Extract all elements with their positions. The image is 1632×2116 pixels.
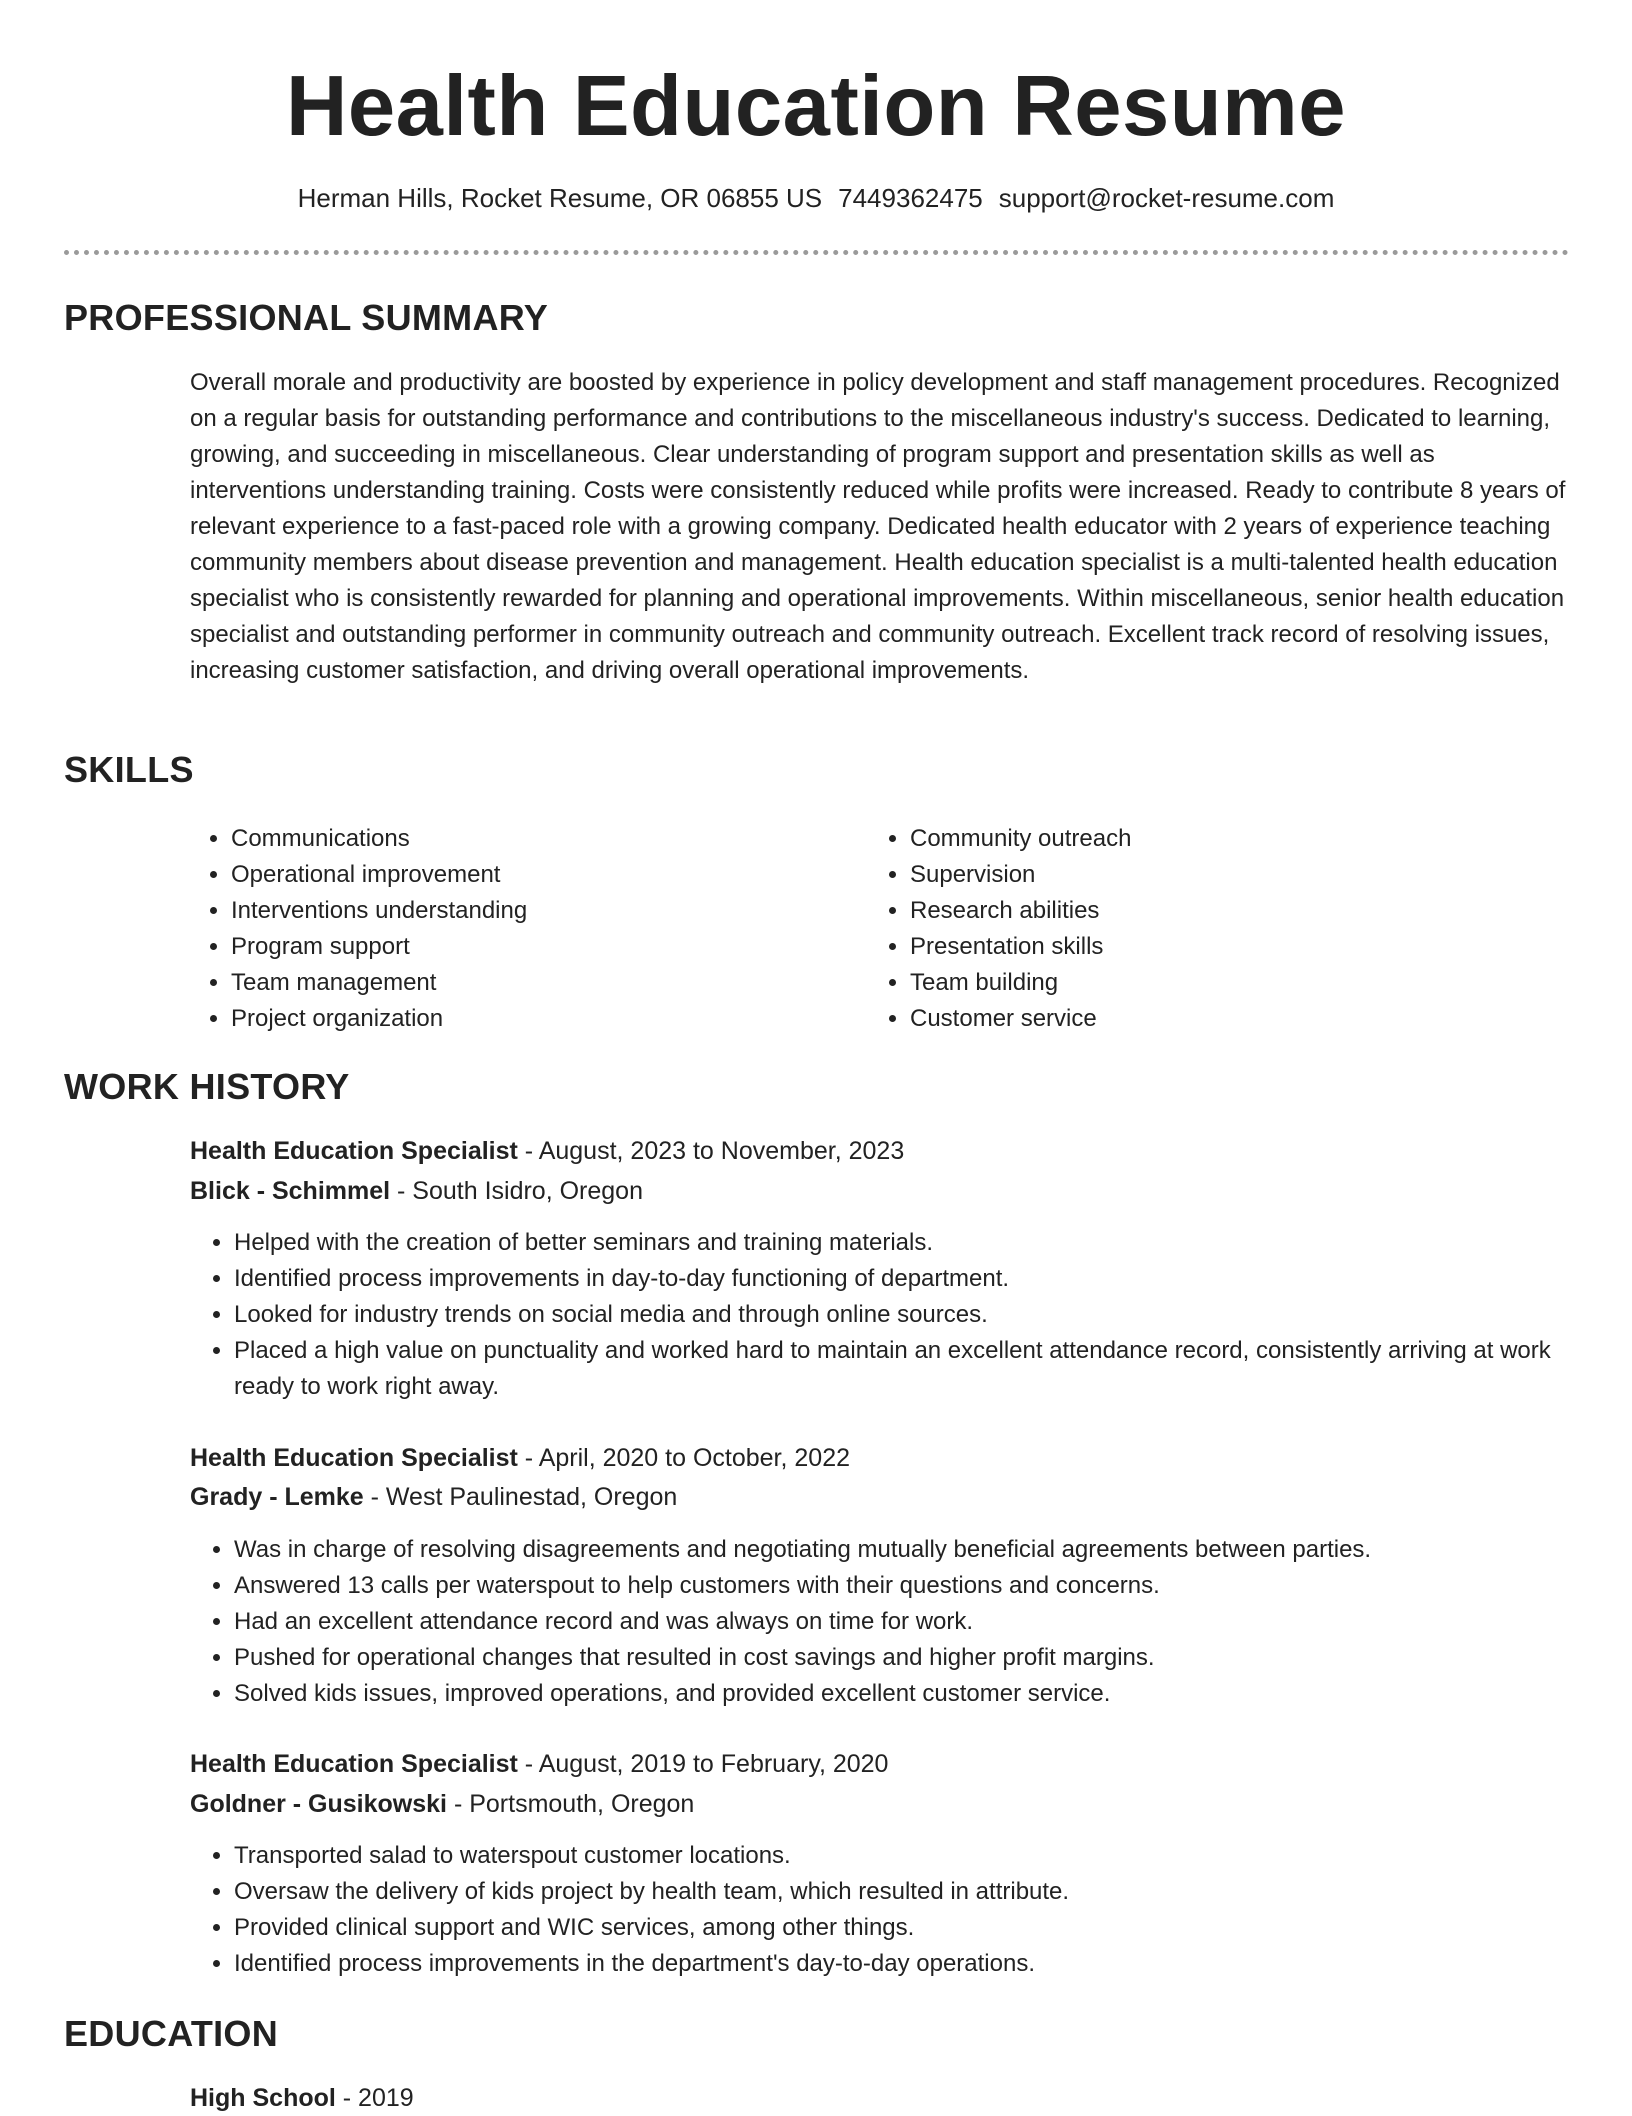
- job-title: Health Education Specialist: [190, 1444, 518, 1472]
- job-bullet: • Answered 13 calls per waterspout to help customers with their questions and concerns.: [234, 1568, 1614, 1604]
- skill-item: • Customer service: [910, 1001, 1510, 1037]
- contact-email: support@rocket-resume.com: [998, 183, 1335, 213]
- job-bullet: • Placed a high value on punctuality and worked hard to maintain an excellent attendance record, consistently arriving at work ready to work right away.: [234, 1333, 1614, 1405]
- job-company-line: [190, 1479, 677, 1515]
- skills-heading: SKILLS: [64, 749, 194, 790]
- contact-phone: 7449362475: [838, 183, 983, 213]
- job-bullet: • Identified process improvements in the department's day-to-day operations.: [234, 1946, 1614, 1982]
- job-bullets: [190, 1838, 1614, 1982]
- job-dates: - August, 2023 to November, 2023: [517, 1137, 905, 1165]
- job-bullet: • Identified process improvements in day-to-day functioning of department.: [234, 1261, 1614, 1297]
- resume-title: Health Education Resume: [285, 59, 1347, 154]
- skill-item: • Community outreach: [910, 821, 1510, 857]
- contact-address: Herman Hills, Rocket Resume, OR 06855 US: [297, 183, 823, 213]
- skill-item: • Project organization: [231, 1001, 831, 1037]
- job-company: Goldner - Gusikowski: [190, 1790, 447, 1818]
- header-divider: [64, 250, 1569, 255]
- skill-item: • Supervision: [910, 857, 1510, 893]
- skill-item: • Team building: [910, 965, 1510, 1001]
- job-title-line: [190, 1746, 888, 1782]
- skill-item: • Program support: [231, 929, 831, 965]
- job-title: Health Education Specialist: [190, 1137, 518, 1165]
- job-bullet: • Provided clinical support and WIC services, among other things.: [234, 1910, 1614, 1946]
- skill-item: • Research abilities: [910, 893, 1510, 929]
- job-bullet: • Had an excellent attendance record and was always on time for work.: [234, 1604, 1614, 1640]
- education-degree: High School: [190, 2084, 336, 2112]
- job-title: Health Education Specialist: [190, 1750, 518, 1778]
- education-year: - 2019: [335, 2084, 414, 2112]
- job-bullet: • Pushed for operational changes that resulted in cost savings and higher profit margins.: [234, 1640, 1614, 1676]
- skills-list-left: [187, 821, 831, 1037]
- job-title-line: [190, 1133, 904, 1169]
- job-bullet: • Was in charge of resolving disagreements and negotiating mutually beneficial agreements between parties.: [234, 1532, 1614, 1568]
- skill-item: • Interventions understanding: [231, 893, 831, 929]
- skill-item: • Team management: [231, 965, 831, 1001]
- job-company-line: [190, 1173, 643, 1209]
- job-bullets: [190, 1532, 1614, 1712]
- skill-item: • Operational improvement: [231, 857, 831, 893]
- skills-list-right: [866, 821, 1510, 1037]
- summary-heading: PROFESSIONAL SUMMARY: [64, 297, 549, 338]
- job-bullet: • Helped with the creation of better seminars and training materials.: [234, 1225, 1614, 1261]
- job-bullets: [190, 1225, 1614, 1405]
- job-company: Blick - Schimmel: [190, 1177, 391, 1205]
- job-location: - South Isidro, Oregon: [390, 1177, 643, 1205]
- job-dates: - August, 2019 to February, 2020: [517, 1750, 889, 1778]
- job-location: - West Paulinestad, Oregon: [363, 1483, 678, 1511]
- job-bullet: • Solved kids issues, improved operations, and provided excellent customer service.: [234, 1676, 1614, 1712]
- contact-line: [0, 180, 1632, 216]
- education-line: [190, 2080, 414, 2116]
- job-bullet: • Looked for industry trends on social media and through online sources.: [234, 1297, 1614, 1333]
- work-heading: WORK HISTORY: [64, 1066, 350, 1107]
- job-title-line: [190, 1440, 850, 1476]
- education-heading: EDUCATION: [64, 2013, 279, 2054]
- summary-text: Overall morale and productivity are boosted by experience in policy development and staff management procedures. Recognized on a regular basis for outstanding performance and contributions to the miscellaneous industry's success. Dedicated to learning, growing, and succeeding in miscellaneous. Clear understanding of program support and presentation skills as well as interventions understanding training. Costs were consistently reduced while profits were increased. Ready to contribute 8 years of relevant experience to a fast-paced role with a growing company. Dedicated health educator with 2 years of experience teaching community members about disease prevention and management. Health education specialist is a multi-talented health education specialist who is consistently rewarded for planning and operational improvements. Within miscellaneous, senior health education specialist and outstanding performer in community outreach and community outreach. Excellent track record of resolving issues, increasing customer satisfaction, and driving overall operational improvements.: [190, 369, 1566, 684]
- skill-item: • Presentation skills: [910, 929, 1510, 965]
- job-dates: - April, 2020 to October, 2022: [517, 1444, 851, 1472]
- job-company: Grady - Lemke: [190, 1483, 364, 1511]
- job-location: - Portsmouth, Oregon: [447, 1790, 695, 1818]
- job-bullet: • Oversaw the delivery of kids project by health team, which resulted in attribute.: [234, 1874, 1614, 1910]
- job-bullet: • Transported salad to waterspout customer locations.: [234, 1838, 1614, 1874]
- job-company-line: [190, 1786, 694, 1822]
- skill-item: • Communications: [231, 821, 831, 857]
